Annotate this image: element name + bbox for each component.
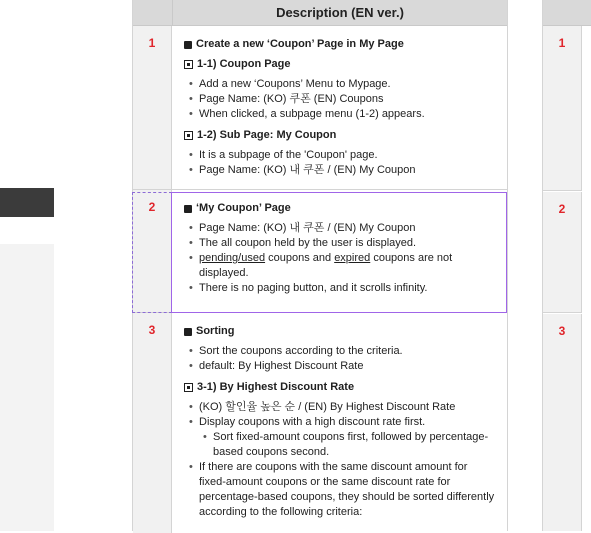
right-table-header (543, 0, 591, 26)
subsection-heading: 1-2) Sub Page: My Coupon (184, 128, 497, 143)
list-item: • There is no paging button, and it scrolls infinity. (199, 281, 497, 296)
selection-highlight-box[interactable] (171, 192, 507, 313)
bullet-list (184, 148, 497, 178)
table-row (133, 26, 507, 190)
row-content (172, 26, 507, 189)
list-item: • Display coupons with a high discount rate first. • Sort fixed-amount coupons first, followed by percentage-based coupons second. (199, 415, 497, 460)
list-item: • Add a new ‘Coupons’ Menu to Mypage. (199, 77, 497, 92)
selection-dashed-outline (132, 192, 172, 313)
row-number: 1 (543, 26, 582, 191)
boxed-square-icon (184, 60, 193, 69)
left-dark-bar (0, 188, 54, 217)
list-item: • Sort fixed-amount coupons first, followed by percentage-based coupons second. (213, 430, 497, 460)
list-item: • The all coupon held by the user is displayed. (199, 236, 497, 251)
subsection-heading: 1-1) Coupon Page (184, 57, 497, 72)
table-header (133, 0, 507, 26)
row-number: 2 (543, 192, 582, 313)
bullet-list (184, 344, 497, 374)
filled-square-icon (184, 41, 192, 49)
boxed-square-icon (184, 383, 193, 392)
list-item: • Page Name: (KO) 내 쿠폰 / (EN) My Coupon (199, 163, 497, 178)
right-table-partial (542, 0, 591, 531)
nested-list (199, 430, 497, 460)
row-number: 1 (133, 26, 172, 189)
list-item: • default: By Highest Discount Rate (199, 359, 497, 374)
header-title: Description (EN ver.) (276, 5, 404, 20)
boxed-square-icon (184, 131, 193, 140)
bullet-list (184, 77, 497, 122)
row-number: 3 (133, 313, 172, 533)
list-item: • Sort the coupons according to the criteria. (199, 344, 497, 359)
section-heading: Sorting (184, 324, 497, 339)
section-heading: ‘My Coupon’ Page (184, 201, 497, 216)
row-number: 3 (543, 314, 582, 531)
underlined-term: expired (334, 252, 371, 264)
bullet-list (184, 400, 497, 520)
table-row (133, 313, 507, 533)
left-gray-panel (0, 244, 54, 531)
list-item: • (KO) 할인율 높은 순 / (EN) By Highest Discount Rate (199, 400, 497, 415)
list-item: • Page Name: (KO) 쿠폰 (EN) Coupons (199, 92, 497, 107)
section-heading: Create a new ‘Coupon’ Page in My Page (184, 37, 497, 52)
subsection-heading: 3-1) By Highest Discount Rate (184, 380, 497, 395)
list-item: • It is a subpage of the 'Coupon' page. (199, 148, 497, 163)
list-item: • pending/used coupons and expired coupons are not displayed. (199, 251, 497, 281)
underlined-term: pending/used (199, 252, 266, 264)
row-number: 2 (133, 190, 172, 312)
list-item: • When clicked, a subpage menu (1-2) appears. (199, 107, 497, 122)
filled-square-icon (184, 328, 192, 336)
list-item: • Page Name: (KO) 내 쿠폰 / (EN) My Coupon (199, 221, 497, 236)
row-content (172, 313, 507, 533)
list-item: • If there are coupons with the same discount amount for fixed-amount coupons or the same discount rate for percentage-based coupons, they should be sorted differently according to the following criteria: (199, 460, 497, 520)
